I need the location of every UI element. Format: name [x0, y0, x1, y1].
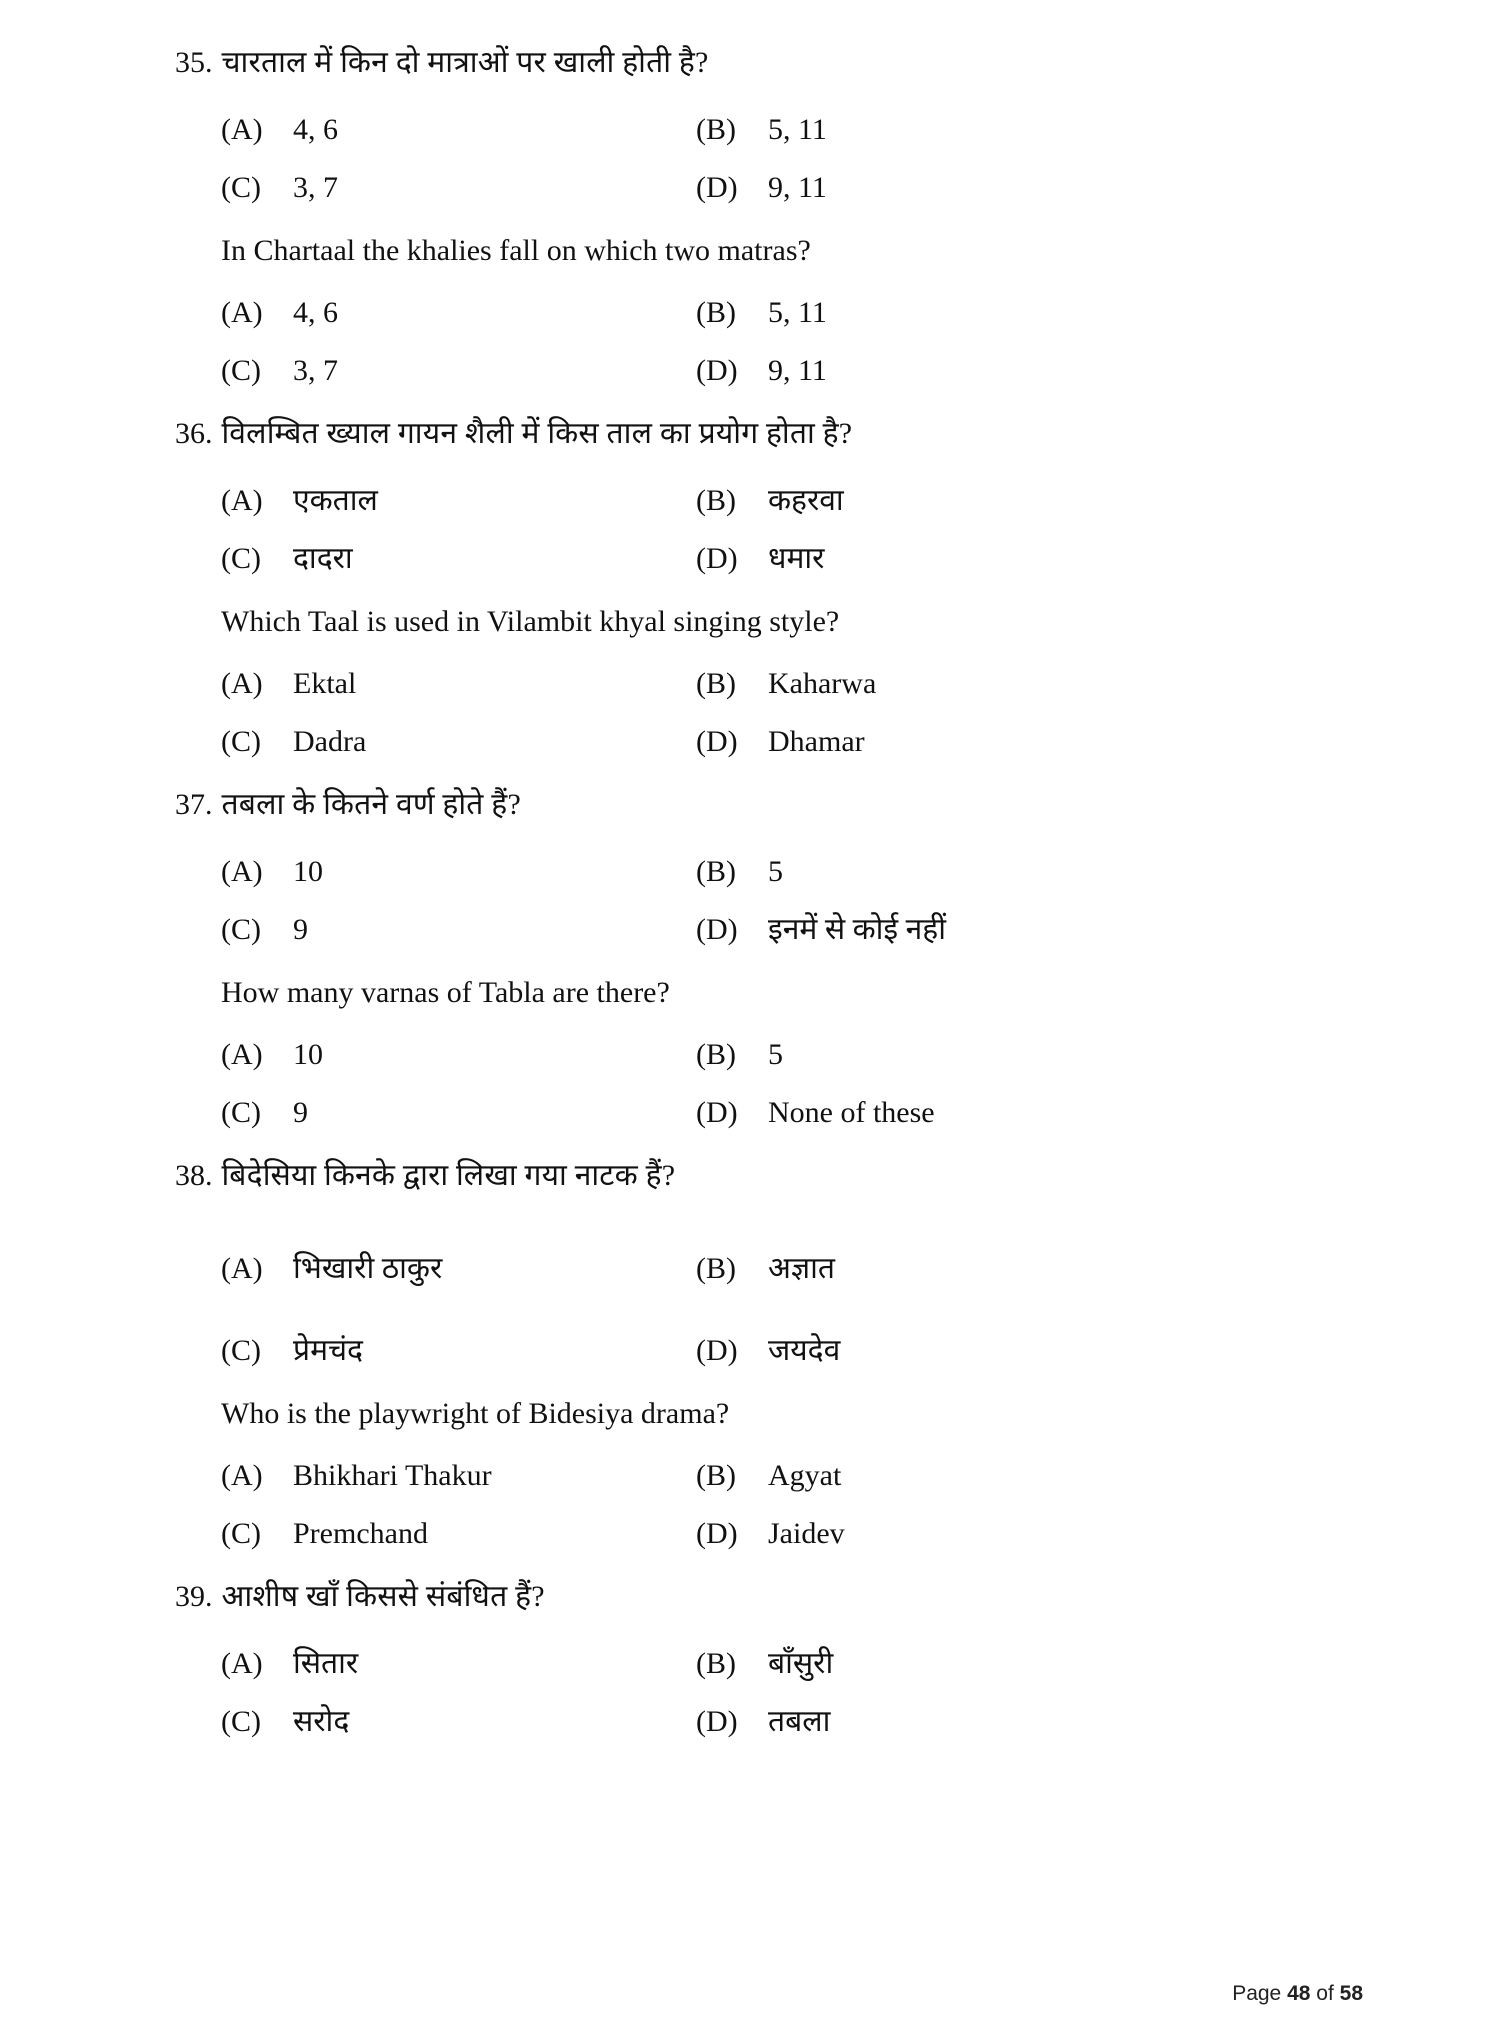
question-35-option-a-english[interactable] [221, 295, 696, 331]
option-letter: (A) [221, 1646, 263, 1680]
question-37-option-c-english[interactable] [221, 1095, 696, 1131]
option-label: अज्ञात [768, 1251, 836, 1285]
question-36-stem-hindi [175, 415, 1365, 453]
question-38-option-a-english[interactable] [221, 1458, 696, 1494]
question-38-stem-hindi [175, 1157, 1365, 1195]
option-label: 4, 6 [293, 112, 338, 146]
question-35-stem-english: In Chartaal the khalies fall on which two matras? [221, 233, 811, 267]
question-38-english-option-row-2 [175, 1516, 1365, 1552]
question-38 [175, 1157, 1365, 1552]
question-38-hindi-option-row-1 [175, 1251, 1365, 1287]
option-letter: (C) [221, 354, 261, 387]
question-38-option-c-english[interactable] [221, 1516, 696, 1552]
option-label: एकताल [293, 483, 378, 517]
option-letter: (D) [696, 541, 738, 575]
option-label: तबला [768, 1704, 831, 1738]
question-36-option-c-english[interactable] [221, 724, 696, 760]
question-39-hindi-option-row-1 [175, 1646, 1365, 1682]
option-label: Jaidev [768, 1517, 845, 1550]
question-39-stem-hindi [175, 1578, 1365, 1616]
option-letter: (C) [221, 541, 261, 575]
question-35-number: 35. [175, 46, 213, 79]
footer-prefix: Page [1232, 1982, 1282, 2005]
option-letter: (C) [221, 1704, 261, 1738]
question-36-option-a-hindi[interactable] [221, 483, 696, 519]
option-label: 5 [768, 1038, 783, 1071]
question-37-option-d-hindi[interactable] [696, 912, 1365, 948]
option-letter: (C) [221, 170, 261, 204]
question-37-text-hindi: तबला के कितने वर्ण होते हैं? [221, 788, 521, 821]
option-letter: (D) [696, 912, 738, 946]
question-36-english-option-row-1 [175, 666, 1365, 702]
option-label: सरोद [293, 1704, 350, 1738]
option-letter: (A) [221, 1251, 263, 1285]
question-39-hindi-option-row-2 [175, 1704, 1365, 1740]
option-label: Bhikhari Thakur [293, 1459, 492, 1492]
question-38-option-b-english[interactable] [696, 1458, 1365, 1494]
option-letter: (A) [221, 854, 263, 888]
question-37-option-a-english[interactable] [221, 1037, 696, 1073]
option-letter: (B) [696, 1038, 736, 1071]
question-36-number: 36. [175, 417, 213, 450]
option-label: बाँसुरी [768, 1646, 834, 1680]
question-36-option-c-hindi[interactable] [221, 541, 696, 577]
option-label: None of these [768, 1096, 935, 1129]
question-35-option-a-hindi[interactable] [221, 112, 696, 148]
question-39 [175, 1578, 1365, 1740]
option-label: 9, 11 [768, 354, 827, 387]
question-38-english-option-row-1 [175, 1458, 1365, 1494]
question-38-option-b-hindi[interactable] [696, 1251, 1365, 1287]
option-label: Agyat [768, 1459, 842, 1492]
question-35-option-b-english[interactable] [696, 295, 1365, 331]
question-39-number: 39. [175, 1580, 213, 1613]
option-label: 5, 11 [768, 296, 827, 329]
footer-total-pages: 58 [1339, 1982, 1363, 2005]
option-letter: (A) [221, 483, 263, 517]
question-37-option-b-hindi[interactable] [696, 854, 1365, 890]
question-35-option-d-english[interactable] [696, 353, 1365, 389]
question-39-option-d-hindi[interactable] [696, 1704, 1365, 1740]
option-label: 4, 6 [293, 296, 338, 329]
option-letter: (B) [696, 1251, 736, 1285]
question-38-number: 38. [175, 1159, 213, 1192]
option-letter: (D) [696, 1704, 738, 1738]
question-35-option-d-hindi[interactable] [696, 170, 1365, 206]
page-footer [1232, 1982, 1363, 2006]
question-37-english-option-row-2 [175, 1095, 1365, 1131]
option-letter: (D) [696, 1517, 738, 1550]
question-39-text-hindi: आशीष खाँ किससे संबंधित हैं? [221, 1580, 545, 1613]
question-37-stem-english: How many varnas of Tabla are there? [221, 975, 670, 1009]
question-35-english-option-row-2 [175, 353, 1365, 389]
option-label: 9 [293, 1096, 308, 1129]
option-letter: (A) [221, 667, 263, 700]
question-35-option-c-hindi[interactable] [221, 170, 696, 206]
question-37-hindi-option-row-1 [175, 854, 1365, 890]
question-37-number: 37. [175, 788, 213, 821]
option-label: 5, 11 [768, 112, 827, 146]
option-label: Premchand [293, 1517, 428, 1550]
question-37-english-option-row-1 [175, 1037, 1365, 1073]
question-37-option-d-english[interactable] [696, 1095, 1365, 1131]
question-38-option-d-english[interactable] [696, 1516, 1365, 1552]
option-label: इनमें से कोई नहीं [768, 912, 946, 946]
option-letter: (B) [696, 296, 736, 329]
option-letter: (C) [221, 725, 261, 758]
question-38-option-c-hindi[interactable] [221, 1333, 696, 1369]
option-label: दादरा [293, 541, 353, 575]
option-letter: (B) [696, 1459, 736, 1492]
question-38-option-d-hindi[interactable] [696, 1333, 1365, 1369]
option-label: 10 [293, 1038, 323, 1071]
question-36-hindi-option-row-2 [175, 541, 1365, 577]
option-letter: (B) [696, 112, 736, 146]
option-letter: (D) [696, 725, 738, 758]
option-label: जयदेव [768, 1333, 841, 1367]
question-35-text-hindi: चारताल में किन दो मात्राओं पर खाली होती है? [221, 46, 709, 79]
option-label: भिखारी ठाकुर [293, 1251, 443, 1285]
option-letter: (C) [221, 1096, 261, 1129]
question-36-text-hindi: विलम्बित ख्याल गायन शैली में किस ताल का प्रयोग होता है? [221, 417, 853, 450]
option-label: प्रेमचंद [293, 1333, 363, 1367]
question-35-option-c-english[interactable] [221, 353, 696, 389]
option-letter: (A) [221, 1459, 263, 1492]
question-36-option-a-english[interactable] [221, 666, 696, 702]
question-36-option-d-english[interactable] [696, 724, 1365, 760]
option-letter: (D) [696, 354, 738, 387]
option-label: 9, 11 [768, 170, 827, 204]
question-37-option-c-hindi[interactable] [221, 912, 696, 948]
question-36-option-b-hindi[interactable] [696, 483, 1365, 519]
question-37-option-b-english[interactable] [696, 1037, 1365, 1073]
option-letter: (D) [696, 1096, 738, 1129]
question-37 [175, 786, 1365, 1131]
option-letter: (C) [221, 1333, 261, 1367]
option-letter: (B) [696, 1646, 736, 1680]
question-36-option-b-english[interactable] [696, 666, 1365, 702]
question-35-hindi-option-row-1 [175, 112, 1365, 148]
option-label: 9 [293, 912, 308, 946]
option-letter: (B) [696, 483, 736, 517]
option-letter: (B) [696, 854, 736, 888]
question-38-text-hindi: बिदेसिया किनके द्वारा लिखा गया नाटक हैं? [221, 1159, 676, 1192]
question-37-stem-hindi [175, 786, 1365, 824]
question-36-hindi-option-row-1 [175, 483, 1365, 519]
question-39-option-a-hindi[interactable] [221, 1646, 696, 1682]
question-36-option-d-hindi[interactable] [696, 541, 1365, 577]
question-37-hindi-option-row-2 [175, 912, 1365, 948]
question-37-option-a-hindi[interactable] [221, 854, 696, 890]
question-39-option-b-hindi[interactable] [696, 1646, 1365, 1682]
option-label: सितार [293, 1646, 359, 1680]
question-35-stem-hindi [175, 44, 1365, 82]
option-label: 10 [293, 854, 323, 888]
option-label: 3, 7 [293, 354, 338, 387]
question-38-option-a-hindi[interactable] [221, 1251, 696, 1287]
question-38-stem-english: Who is the playwright of Bidesiya drama? [221, 1396, 730, 1430]
question-36-stem-english: Which Taal is used in Vilambit khyal singing style? [221, 604, 840, 638]
option-letter: (C) [221, 912, 261, 946]
footer-current-page: 48 [1287, 1982, 1311, 2005]
question-35 [175, 44, 1365, 389]
question-36-english-option-row-2 [175, 724, 1365, 760]
option-label: 5 [768, 854, 783, 888]
question-38-hindi-option-row-2 [175, 1333, 1365, 1369]
option-label: कहरवा [768, 483, 844, 517]
option-letter: (A) [221, 1038, 263, 1071]
option-label: Kaharwa [768, 667, 877, 700]
question-35-option-b-hindi[interactable] [696, 112, 1365, 148]
question-39-option-c-hindi[interactable] [221, 1704, 696, 1740]
question-35-english-option-row-1 [175, 295, 1365, 331]
option-label: Dadra [293, 725, 367, 758]
option-letter: (B) [696, 667, 736, 700]
option-letter: (A) [221, 296, 263, 329]
option-label: Ektal [293, 667, 357, 700]
option-letter: (D) [696, 1333, 738, 1367]
option-label: धमार [768, 541, 825, 575]
question-35-hindi-option-row-2 [175, 170, 1365, 206]
option-label: 3, 7 [293, 170, 338, 204]
option-letter: (D) [696, 170, 738, 204]
question-36 [175, 415, 1365, 760]
option-letter: (A) [221, 112, 263, 146]
option-letter: (C) [221, 1517, 261, 1550]
option-label: Dhamar [768, 725, 865, 758]
footer-separator: of [1316, 1982, 1334, 2005]
